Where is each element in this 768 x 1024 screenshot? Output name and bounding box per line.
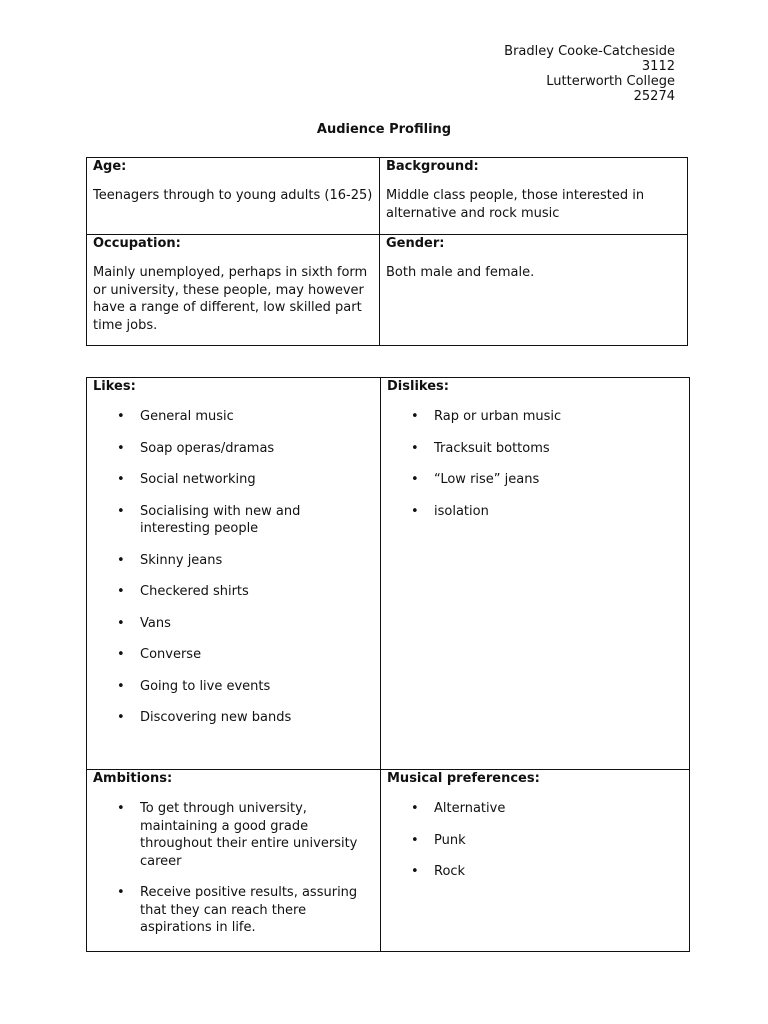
- musical-cell: [381, 770, 690, 952]
- list-item: [117, 709, 374, 727]
- author-header: [504, 44, 675, 104]
- list-item: [117, 583, 374, 601]
- list-item-text: Socialising with new and interesting people: [140, 503, 301, 536]
- list-item-text: Soap operas/dramas: [140, 440, 275, 456]
- bullet-icon: •: [411, 472, 419, 487]
- candidate-number: 3112: [641, 59, 675, 74]
- ambitions-label: Ambitions:: [93, 771, 173, 786]
- list-item-text: Checkered shirts: [140, 584, 249, 599]
- author-name: Bradley Cooke-Catcheside: [504, 44, 675, 59]
- bullet-icon: •: [411, 503, 419, 519]
- list-item: [117, 615, 374, 633]
- list-item-text: Receive positive results, assuring that they can reach there aspirations in life.: [140, 885, 358, 935]
- age-label: Age:: [93, 159, 127, 174]
- ambitions-list: [93, 800, 374, 937]
- bullet-icon: •: [117, 678, 125, 694]
- list-item-text: isolation: [434, 503, 489, 519]
- bullet-icon: •: [411, 440, 419, 456]
- bullet-icon: •: [117, 801, 125, 816]
- list-item-text: Rock: [434, 864, 466, 879]
- musical-list: [387, 800, 683, 881]
- dislikes-cell: [381, 378, 690, 770]
- age-cell: [87, 158, 380, 235]
- list-item: [411, 440, 683, 458]
- occupation-cell: [87, 235, 380, 346]
- background-label: Background:: [386, 159, 479, 174]
- list-item: [411, 832, 683, 850]
- list-item: [411, 503, 683, 521]
- bullet-icon: •: [117, 552, 125, 568]
- list-item-text: Vans: [140, 615, 171, 631]
- list-item-text: Converse: [140, 647, 202, 662]
- list-item-text: Alternative: [434, 801, 506, 816]
- bullet-icon: •: [117, 472, 125, 487]
- likes-cell: [87, 378, 381, 770]
- list-item-text: Social networking: [140, 472, 256, 487]
- list-item-text: “Low rise” jeans: [434, 472, 540, 487]
- occupation-label: Occupation:: [93, 236, 181, 251]
- list-item-text: Punk: [434, 832, 466, 848]
- preferences-table: [86, 377, 690, 952]
- gender-cell: [380, 235, 688, 346]
- list-item: [117, 440, 374, 458]
- bullet-icon: •: [117, 409, 125, 424]
- list-item: [411, 408, 683, 426]
- list-item: [117, 552, 374, 570]
- bullet-icon: •: [411, 801, 419, 816]
- list-item-text: General music: [140, 409, 234, 424]
- bullet-icon: •: [117, 885, 125, 900]
- bullet-icon: •: [117, 584, 125, 599]
- list-item: [117, 646, 374, 664]
- list-item-text: Discovering new bands: [140, 710, 292, 725]
- list-item: [117, 471, 374, 489]
- profile-table: [86, 157, 688, 346]
- dislikes-label: Dislikes:: [387, 379, 449, 394]
- list-item-text: To get through university, maintaining a good grade throughout their entire university career: [140, 801, 358, 869]
- list-item-text: Rap or urban music: [434, 409, 562, 424]
- background-cell: [380, 158, 688, 235]
- age-text: Teenagers through to young adults (16-25): [93, 188, 373, 203]
- ambitions-cell: [87, 770, 381, 952]
- likes-list: [93, 408, 374, 727]
- list-item: [411, 471, 683, 489]
- musical-label: Musical preferences:: [387, 771, 540, 786]
- list-item: [117, 503, 374, 538]
- bullet-icon: •: [117, 503, 125, 519]
- list-item: [117, 408, 374, 426]
- bullet-icon: •: [411, 832, 419, 848]
- likes-label: Likes:: [93, 379, 136, 394]
- centre-number: 25274: [633, 89, 675, 104]
- bullet-icon: •: [411, 864, 419, 879]
- list-item-text: Tracksuit bottoms: [434, 440, 550, 456]
- list-item-text: Skinny jeans: [140, 552, 223, 568]
- list-item: [117, 800, 374, 870]
- gender-label: Gender:: [386, 236, 445, 251]
- bullet-icon: •: [117, 710, 125, 725]
- background-text: Middle class people, those interested in alternative and rock music: [386, 188, 645, 221]
- list-item-text: Going to live events: [140, 678, 271, 694]
- list-item: [117, 678, 374, 696]
- bullet-icon: •: [117, 615, 125, 631]
- list-item: [411, 800, 683, 818]
- occupation-text: Mainly unemployed, perhaps in sixth form or university, these people, may however have a range of different, low skilled part time jobs.: [93, 265, 368, 333]
- dislikes-list: [387, 408, 683, 520]
- list-item: [411, 863, 683, 881]
- list-item: [117, 884, 374, 937]
- bullet-icon: •: [411, 409, 419, 424]
- page-title: Audience Profiling: [316, 122, 452, 137]
- college-name: Lutterworth College: [546, 74, 675, 89]
- bullet-icon: •: [117, 440, 125, 456]
- gender-text: Both male and female.: [386, 265, 535, 280]
- bullet-icon: •: [117, 647, 125, 662]
